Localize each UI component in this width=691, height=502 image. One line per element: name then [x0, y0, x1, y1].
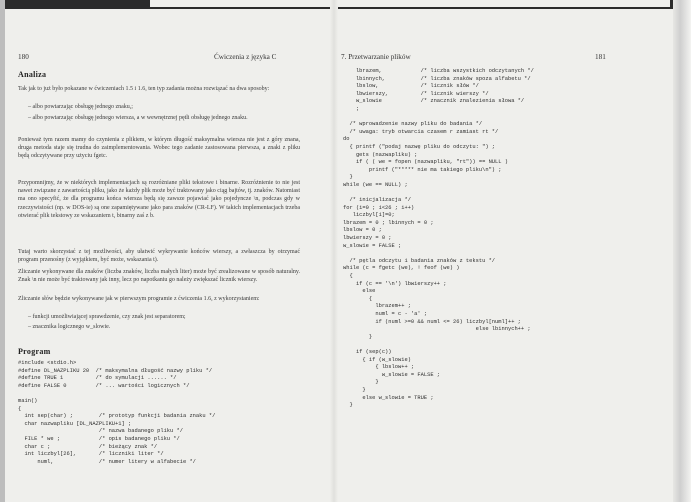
book-gutter [330, 0, 338, 502]
paragraph: Zliczanie słów będzie wykonywane jak w pierwszym programie z ćwiczenia 1.6, z wykorzystaniem: [18, 296, 260, 302]
list-item: – albo powtarzając obsługę jednego znaku,; [28, 104, 133, 110]
running-title: 7. Przetwarzanie plików [341, 53, 411, 61]
scan-right-edge [673, 0, 691, 502]
code-listing: lbrazem, /* liczba wszystkich odczytanych */ lbinnych, /* liczba znaków spoza alfabetu */ lbslow, /* licznik słów */ lbwierszy, /* licznik wierszy */ w_slowie /* znacznik znalezienia słowa */ ; /* wprowadzenie nazwy pliku do badania */ /* uwaga: tryb otwarcia czasem r zamiast rt */ do { printf ("podaj nazwę pliku do odczytu: ") ; gets (nazwapliku) ; if ( ( we = fopen (nazwapliku, "rt")) == NULL ) printf ("***** nie ma takiego pliku\n") ; } while (we == NULL) ; /* inicjalizacja */ for (i=0 ; i<26 ; i++) liczbyl[i]=0; lbrazem = 0 ; lbinnych = 0 ; lbslow = 0 ; lbwierszy = 0 ; w_slowie = FALSE ; /* pętla odczytu i badania znaków z tekstu */ while (c = fgetc (we), ! feof (we) ) { if (c == '\n') lbwierszy++ ; else { lbrazem++ ; numl = c - 'a' ; if (numl >=0 && numl <= 26) liczbyl[numl]++ ; else lbinnych++ ; } if (sep(c)) { if (w_slowie) { lbslow++ ; w_slowie = FALSE ; } } else w_slowie = TRUE ; } [343, 68, 534, 409]
list-item: – funkcji umożliwiającej sprawdzenie, czy znak jest separatorem; [28, 314, 186, 320]
right-page [341, 0, 659, 502]
section-heading-program: Program [18, 347, 51, 356]
page-number: 180 [18, 53, 29, 61]
paragraph: Ponieważ tym razem mamy do czynienia z plikiem, w którym długość maksymalna wiersza nie jest z góry znana, druga metoda staje się trudna do zaimplementowania. Wobec tego zadanie zastosowana pierwsza, a znaki z pliku będą odczytywane przy użyciu fgetc. [18, 137, 300, 160]
left-page [14, 0, 314, 502]
section-heading-analiza: Analiza [18, 70, 47, 79]
scan-left-edge [0, 0, 5, 502]
paragraph: Tutaj warto skorzystać z tej możliwości, aby ułatwić wykrywanie końców wierszy, a zwłaszcza by otrzymać program przenośny (z wyjątkiem, być może, wskazania t). [18, 249, 300, 264]
paragraph: Przypomnijmy, że w niektórych implementacjach są rozróżniane pliki tekstowe i binarne. Rozróżnienie to nie jest nawet związane z zawartością pliku, jako że każdy plik może być traktowany jako ciąg bajtów, tj. znaków. Natomiast ma ono specyfić, że dla programu końca wiersza będą się zawsze pojawiać jako pojedyncze \n, podczas gdy w rzeczywistości (np. w DOS-ie) są one zapamiętywane jako para znaków (CR-LF). W takich implementacjach trzeba otwierać plik tekstowy ze wskazaniem t, binarny zaś z b. [18, 180, 300, 219]
page-number: 181 [595, 53, 606, 61]
paragraph: Tak jak to już było pokazane w ćwiczeniach 1.5 i 1.6, ten typ zadania można rozwiązać na dwa sposoby: [18, 86, 270, 92]
list-item: – albo powtarzając obsługę jednego wiersza, a w wewnętrznej pętli obsługę jednego znaku. [28, 115, 248, 121]
list-item: – znacznika logicznego w_slowie. [28, 324, 111, 330]
paragraph: Zliczanie wykonywane dla znaków (liczba znaków, liczba małych liter) może być zrealizowane w sposób naturalny. Znak \n nie może być traktowany jak inny, lecz po napotkaniu go należy zwiększać licznik wierszy. [18, 269, 300, 284]
code-listing: #include <stdio.h> #define DL_NAZPLIKU 20 /* maksymalna długość nazwy pliku */ #define TRUE 1 /* do symulacji ...... */ #define FALSE 0 /* ... wartości logicznych */ main() { int sep(char) ; /* prototyp funkcji badania znaku */ char nazwapliku [DL_NAZPLIKU+1] ; /* nazwa badanego pliku */ FILE * we ; /* opis badanego pliku */ char c ; /* bieżący znak */ int liczbyl[26], /* liczniki liter */ numl, /* numer litery w alfabecie */ [18, 360, 216, 465]
running-title: Ćwiczenia z języka C [214, 53, 277, 61]
